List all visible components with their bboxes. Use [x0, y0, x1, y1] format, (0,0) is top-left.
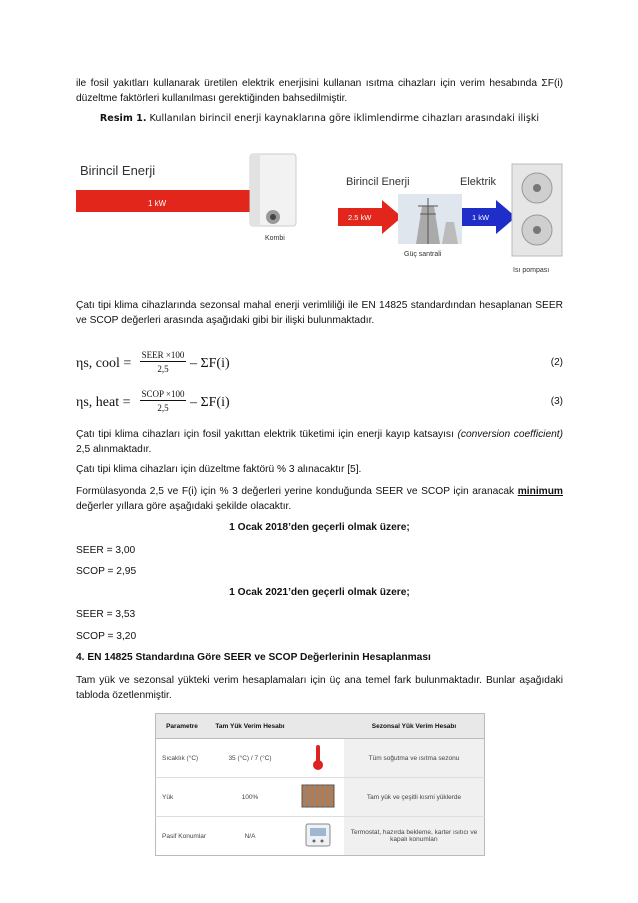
row-full: 100%: [208, 778, 292, 817]
figure-caption-text: Kullanılan birincil enerji kaynaklarına göre iklimlendirme cihazları arasındaki ilişki: [149, 113, 540, 124]
eq3-number: (3): [550, 396, 563, 407]
equation-3: [76, 389, 563, 419]
formula-text-b: değerler yıllara göre aşağıdaki şekilde olacaktır.: [76, 501, 292, 512]
table-header-row: [156, 714, 485, 739]
relation-paragraph: Çatı tipi klima cihazlarında sezonsal mahal enerji verimliliği ile EN 14825 standardından hesaplanan SEER ve SCOP değerleri arasında aşağıdaki gibi bir ilişki bulunmaktadır.: [76, 300, 563, 326]
formula-text-a: Formülasyonda 2,5 ve F(i) için % 3 değerleri yerine konduğunda SEER ve SCOP için aranacak: [76, 486, 518, 497]
eq3-fraction: [140, 389, 186, 413]
row-full: 35 (°C) / 7 (°C): [208, 739, 292, 778]
seer-2021: SEER = 3,53: [76, 609, 136, 620]
heat-pump-icon: [512, 164, 562, 256]
eq3-denominator: 2,5: [157, 403, 169, 413]
seer-2018: SEER = 3,00: [76, 545, 136, 556]
thermostat-icon: [292, 817, 344, 856]
figure-caption: [76, 113, 563, 124]
section-paragraph: Tam yük ve sezonsal yükteki verim hesaplamaları için üç ana temel fark bulunmaktadır. Bunlar aşağıdaki tabloda özetlenmiştir.: [76, 675, 563, 701]
row-seasonal: Termostat, hazırda bekleme, karter ısıtıcı ve kapalı konumları: [344, 817, 485, 856]
intro-paragraph: ile fosil yakıtları kullanarak üretilen elektrik enerjisini kullanan ısıtma cihazları için verim hesabında ΣF(i) düzeltme faktörleri kullanılması gerektiğinden bahsedilmiştir.: [76, 78, 563, 104]
right-arrow1-value: 2.5 kW: [348, 213, 372, 222]
eq2-fraction: [140, 350, 186, 374]
factor-paragraph: [76, 427, 563, 457]
row-seasonal: Tam yük ve çeşitli kısmi yüklerde: [344, 778, 485, 817]
eq2-lhs: ηs, cool =: [76, 356, 132, 371]
left-arrow-value: 1 kW: [148, 199, 167, 208]
eq3-lhs: ηs, heat =: [76, 395, 131, 410]
plant-label: Güç santrali: [404, 251, 442, 258]
power-plant-icon: [398, 194, 462, 244]
heading-2018: 1 Ocak 2018’den geçerli olmak üzere;: [229, 522, 410, 533]
heading-2021: 1 Ocak 2021’den geçerli olmak üzere;: [229, 587, 410, 598]
thermometer-icon: [292, 739, 344, 778]
formula-paragraph: [76, 484, 563, 514]
boiler-icon: [250, 154, 296, 226]
row-param: Pasif Konumlar: [156, 817, 209, 856]
section-heading: 4. EN 14825 Standardına Göre SEER ve SCOP Değerlerinin Hesaplanması: [76, 652, 431, 663]
left-title: Birincil Enerji: [80, 163, 156, 178]
row-full: N/A: [208, 817, 292, 856]
row-param: Sıcaklık (°C): [156, 739, 209, 778]
eq2-denominator: 2,5: [157, 364, 169, 374]
factor-text-italic: (conversion coefficient): [457, 429, 563, 440]
eq2-numerator: SEER ×100: [141, 350, 185, 360]
energy-figure: [76, 150, 566, 280]
scop-2021: SCOP = 3,20: [76, 631, 137, 642]
left-device-label: Kombi: [265, 235, 285, 242]
table-row: [156, 778, 485, 817]
right-title-2: Elektrik: [460, 176, 497, 188]
table-row: [156, 817, 485, 856]
formula-text-bold: minimum: [517, 486, 563, 497]
comparison-table: [155, 713, 485, 856]
header-full-load: Tam Yük Verim Hesabı: [208, 714, 292, 739]
correction-paragraph: Çatı tipi klima cihazları için düzeltme faktörü % 3 alınacaktır [5].: [76, 464, 362, 475]
row-seasonal: Tüm soğutma ve ısıtma sezonu: [344, 739, 485, 778]
eq3-numerator: SCOP ×100: [141, 389, 185, 399]
device-label: Isı pompası: [513, 267, 550, 274]
eq3-rhs: – ΣF(i): [190, 395, 230, 410]
factor-text-a: Çatı tipi klima cihazları için fosil yakıttan elektrik tüketimi için enerji kayıp katsayısı: [76, 429, 458, 440]
right-title-1: Birincil Enerji: [346, 176, 410, 188]
eq2-number: (2): [550, 357, 563, 368]
header-icon: [292, 714, 344, 739]
header-parameter: Parametre: [156, 714, 209, 739]
coil-icon: [292, 778, 344, 817]
row-param: Yük: [156, 778, 209, 817]
header-seasonal: Sezonsal Yük Verim Hesabı: [344, 714, 485, 739]
left-red-arrow: [76, 181, 276, 221]
table-row: [156, 739, 485, 778]
equation-2: [76, 350, 563, 380]
factor-text-b: 2,5 alınmaktadır.: [76, 444, 152, 455]
eq2-rhs: – ΣF(i): [190, 356, 230, 371]
figure-caption-label: Resim 1.: [99, 113, 147, 124]
scop-2018: SCOP = 2,95: [76, 566, 137, 577]
right-arrow2-value: 1 kW: [472, 213, 490, 222]
